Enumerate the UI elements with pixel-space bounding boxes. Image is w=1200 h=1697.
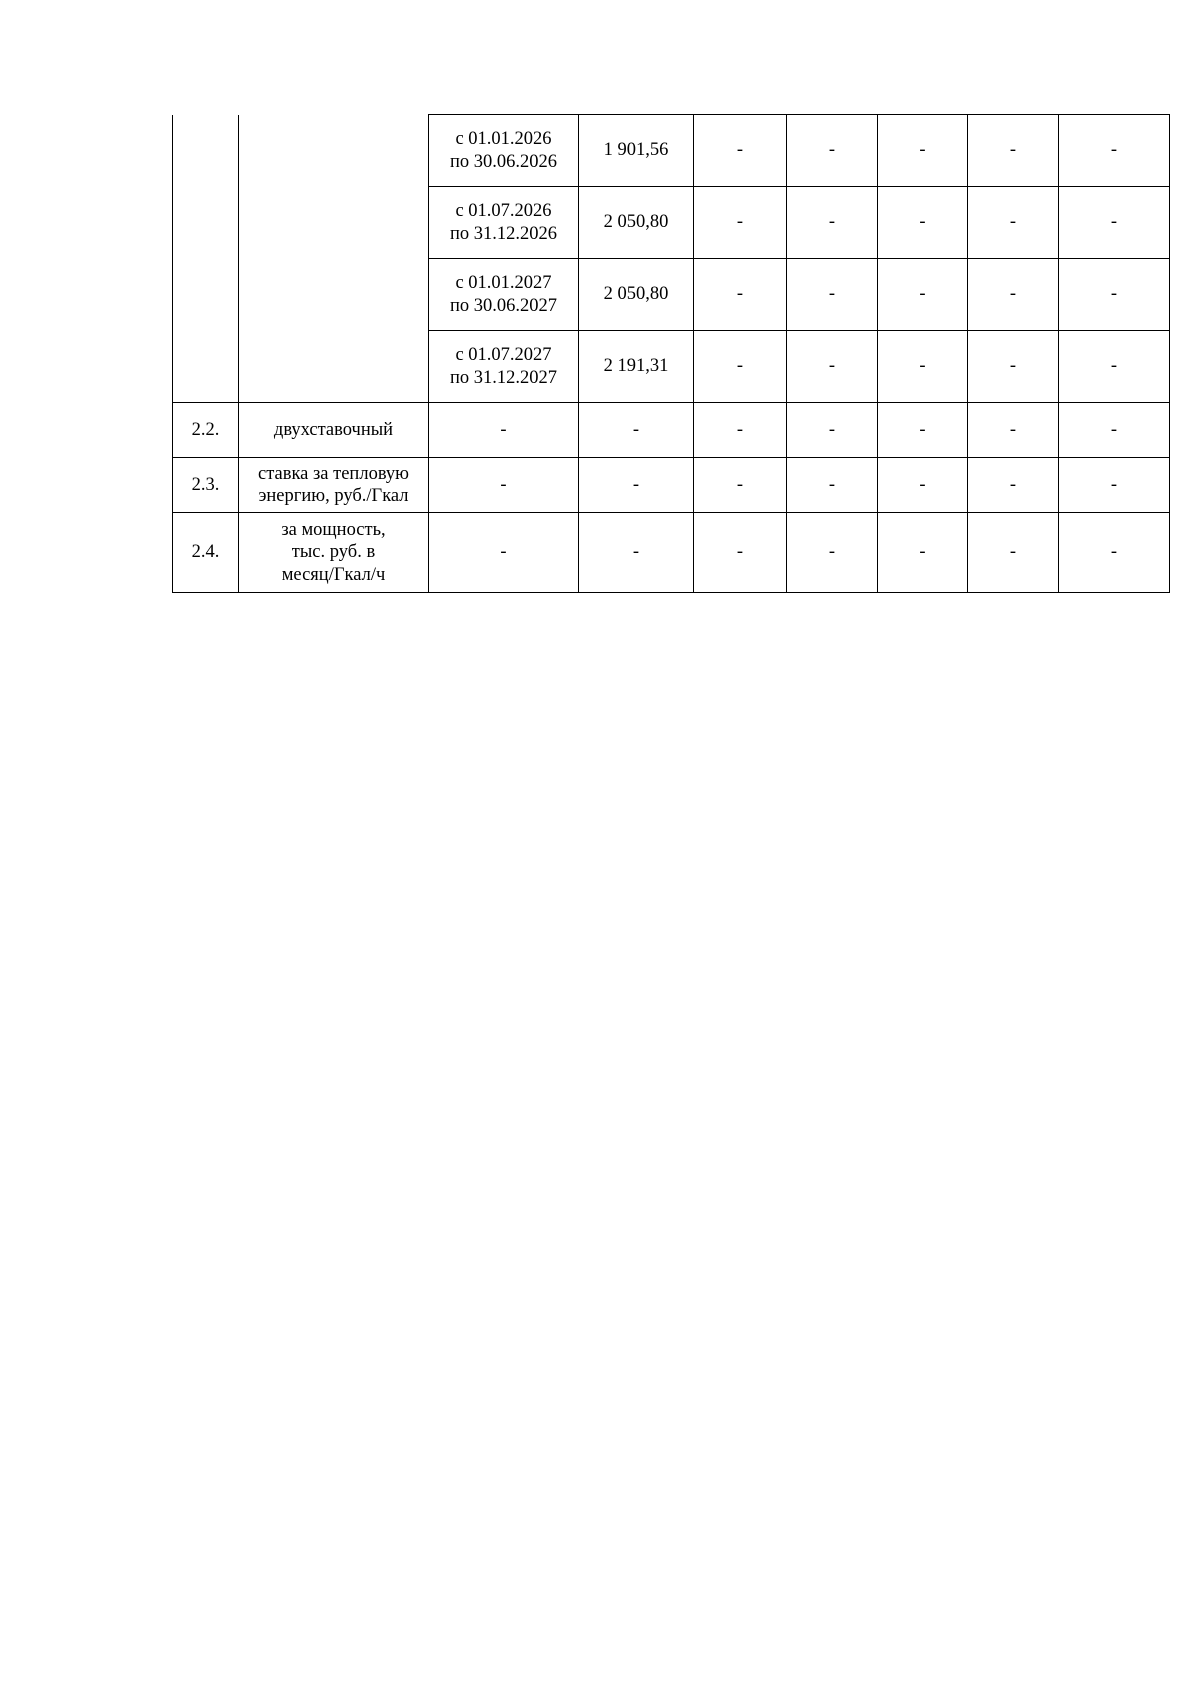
dash-cell: - (968, 403, 1059, 458)
tariff-value: 2 050,80 (579, 259, 694, 331)
dash-cell: - (694, 458, 787, 513)
dash-cell: - (1059, 331, 1170, 403)
row-number: 2.2. (173, 403, 239, 458)
dash-cell: - (1059, 403, 1170, 458)
row-label (239, 458, 429, 513)
period-from: с 01.07.2026 (455, 201, 552, 222)
dash-cell: - (878, 403, 968, 458)
dash-cell: - (694, 115, 787, 187)
dash-cell: - (968, 115, 1059, 187)
number-cell-empty (173, 115, 239, 403)
dash-cell: - (787, 331, 878, 403)
period-from: с 01.01.2026 (455, 129, 552, 150)
row-number: 2.3. (173, 458, 239, 513)
period-cell (429, 259, 579, 331)
dash-cell: - (429, 403, 579, 458)
dash-cell: - (787, 259, 878, 331)
period-row (173, 115, 1170, 187)
dash-cell: - (579, 403, 694, 458)
period-to: по 30.06.2026 (449, 151, 558, 172)
period-cell (429, 187, 579, 259)
dash-cell: - (878, 458, 968, 513)
row-label-line: ставка за тепловую (257, 463, 409, 484)
dash-cell: - (429, 513, 579, 593)
dash-cell: - (694, 513, 787, 593)
row-label (239, 513, 429, 593)
dash-cell: - (878, 331, 968, 403)
period-to: по 30.06.2027 (449, 295, 558, 316)
label-cell-empty (239, 115, 429, 403)
dash-cell: - (968, 458, 1059, 513)
dash-cell: - (878, 187, 968, 259)
period-from: с 01.01.2027 (455, 273, 552, 294)
dash-cell: - (968, 187, 1059, 259)
row-label-line: месяц/Гкал/ч (281, 564, 386, 585)
dash-cell: - (878, 513, 968, 593)
table-row (173, 513, 1170, 593)
row-label-line: за мощность, (281, 520, 386, 541)
tariff-value: 2 050,80 (579, 187, 694, 259)
table-row (173, 458, 1170, 513)
dash-cell: - (968, 513, 1059, 593)
dash-cell: - (694, 187, 787, 259)
period-to: по 31.12.2027 (449, 367, 558, 388)
dash-cell: - (787, 458, 878, 513)
dash-cell: - (787, 513, 878, 593)
dash-cell: - (694, 259, 787, 331)
dash-cell: - (694, 331, 787, 403)
dash-cell: - (694, 403, 787, 458)
dash-cell: - (968, 331, 1059, 403)
dash-cell: - (968, 259, 1059, 331)
dash-cell: - (787, 115, 878, 187)
dash-cell: - (579, 458, 694, 513)
row-label (239, 403, 429, 458)
dash-cell: - (1059, 115, 1170, 187)
dash-cell: - (1059, 513, 1170, 593)
dash-cell: - (878, 259, 968, 331)
tariff-table (172, 114, 1170, 593)
dash-cell: - (1059, 187, 1170, 259)
row-number: 2.4. (173, 513, 239, 593)
dash-cell: - (1059, 259, 1170, 331)
dash-cell: - (787, 187, 878, 259)
period-to: по 31.12.2026 (449, 223, 558, 244)
tariff-value: 2 191,31 (579, 331, 694, 403)
dash-cell: - (429, 458, 579, 513)
period-cell (429, 331, 579, 403)
tariff-value: 1 901,56 (579, 115, 694, 187)
dash-cell: - (1059, 458, 1170, 513)
row-label-line: тыс. руб. в (291, 542, 376, 563)
dash-cell: - (878, 115, 968, 187)
dash-cell: - (579, 513, 694, 593)
row-label-line: двухставочный (273, 419, 394, 440)
row-label-line: энергию, руб./Гкал (258, 486, 409, 506)
period-from: с 01.07.2027 (455, 345, 552, 366)
period-cell (429, 115, 579, 187)
table-row (173, 403, 1170, 458)
dash-cell: - (787, 403, 878, 458)
